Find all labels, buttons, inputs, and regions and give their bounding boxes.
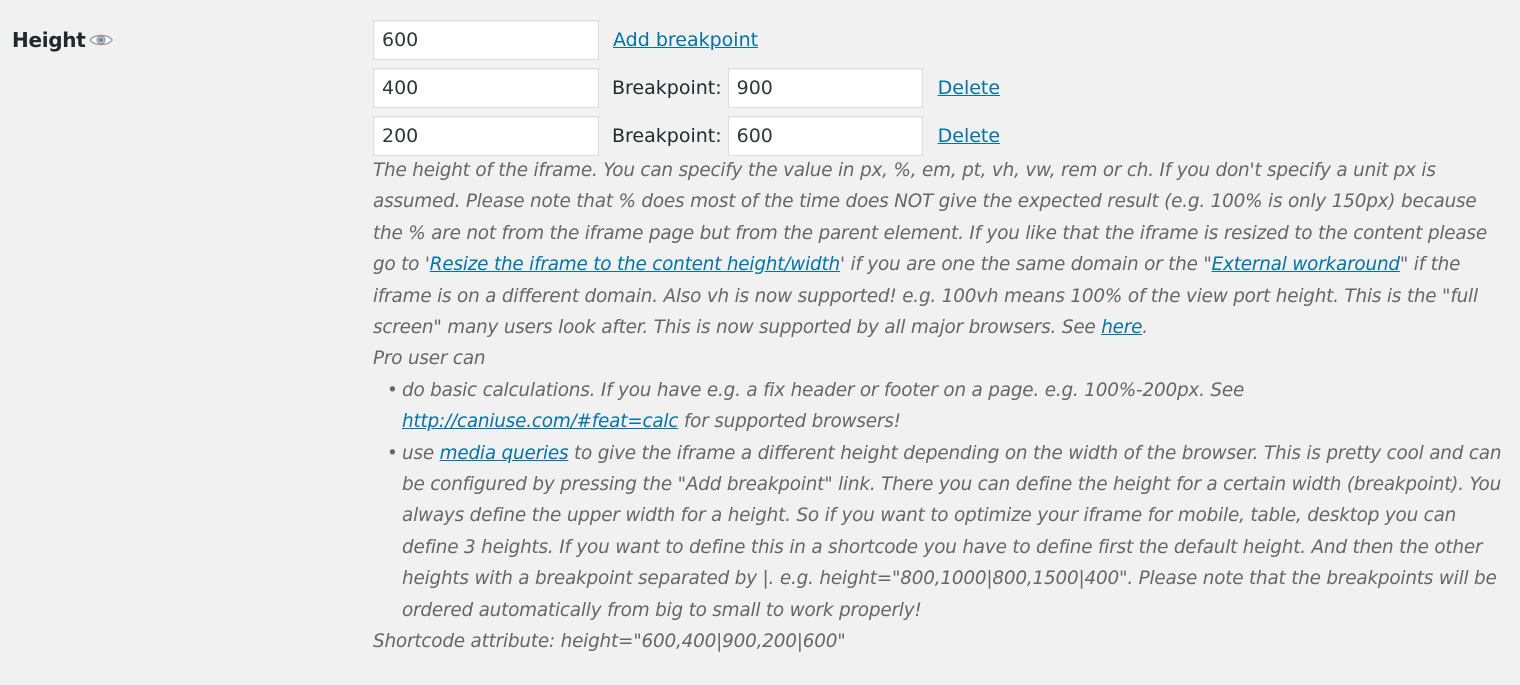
description-text-4: .: [1142, 317, 1148, 339]
bullet-1-text-1: do basic calculations. If you have e.g. a fix header or footer on a page. e.g. 100%-200px. See: [402, 379, 1245, 401]
breakpoint-row-1: [373, 68, 1503, 108]
breakpoint-1-height-input[interactable]: [373, 68, 599, 108]
breakpoint-2-label: Breakpoint:: [612, 125, 722, 147]
bullet-glyph: •: [387, 379, 398, 401]
height-field-cell: [373, 20, 1503, 658]
add-breakpoint-link[interactable]: Add breakpoint: [613, 29, 759, 51]
description-paragraph: [373, 155, 1503, 343]
here-link[interactable]: here: [1101, 317, 1143, 339]
breakpoint-1-label: Breakpoint:: [612, 77, 722, 99]
bullet-glyph: •: [387, 442, 398, 464]
description-text-1: The height of the iframe. You can specify the value in px, %, em, pt, vh, vw, rem or ch. If you don't specify a unit px is assumed. Please note that % does most of the time does NOT give the expected result (e.g. 100% is only 150px) because the % are not from the iframe page but from the parent element. If you like that the iframe is resized to the content please go to ': [373, 160, 1487, 276]
description-text-3: " if the iframe is on a different domain. Also vh is now supported! e.g. 100vh means 100% of the view port height. This is the "full screen" many users look after. This is now supported by all major browsers. See: [373, 254, 1478, 339]
shortcode-attribute: Shortcode attribute: height="600,400|900,200|600": [373, 631, 846, 653]
pro-features-list: [373, 375, 1503, 626]
breakpoint-row-2: [373, 116, 1503, 156]
bullet-2-text-2: to give the iframe a different height depending on the width of the browser. This is pretty cool and can be configured by pressing the "Add breakpoint" link. There you can define the height for a certain width (breakpoint). You always define the upper width for a height. So if you want to optimize your iframe for mobile, table, desktop you can define 3 heights. If you want to define this in a shortcode you have to define first the default height. And then the other heights with a breakpoint separated by |. e.g. height="800,1000|800,1500|400". Please note that the breakpoints will be ordered automatically from big to small to work properly!: [402, 442, 1502, 621]
breakpoint-1-delete-link[interactable]: Delete: [937, 77, 1001, 99]
resize-iframe-link[interactable]: Resize the iframe to the content height/width: [429, 254, 840, 276]
height-description: [373, 155, 1503, 658]
breakpoint-2-height-input[interactable]: [373, 116, 599, 156]
default-height-input[interactable]: [373, 20, 599, 60]
height-label: Height: [12, 28, 86, 52]
bullet-2-text-1: use: [402, 442, 440, 464]
description-text-2: ' if you are one the same domain or the ": [839, 254, 1212, 276]
bullet-1-text-2: for supported browsers!: [678, 411, 901, 433]
breakpoint-1-width-input[interactable]: [728, 68, 923, 108]
list-item: [387, 375, 1503, 438]
eye-icon[interactable]: [89, 29, 113, 45]
external-workaround-link[interactable]: External workaround: [1211, 254, 1400, 276]
height-setting-label-cell: [12, 28, 113, 52]
caniuse-calc-link[interactable]: http://caniuse.com/#feat=calc: [402, 411, 679, 433]
media-queries-link[interactable]: media queries: [439, 442, 569, 464]
default-height-row: [373, 20, 1503, 60]
list-item: [387, 438, 1503, 626]
breakpoint-2-delete-link[interactable]: Delete: [937, 125, 1001, 147]
breakpoint-2-width-input[interactable]: [728, 116, 923, 156]
pro-user-intro: Pro user can: [373, 348, 486, 370]
